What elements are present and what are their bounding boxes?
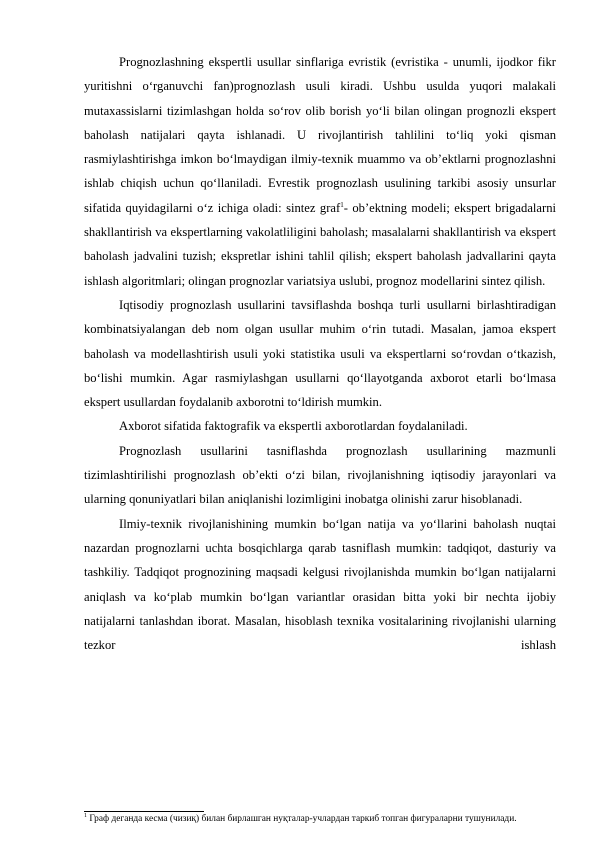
paragraph-information-sources: Axborot sifatida faktografik va ekspertli axborotlardan foydalaniladi. [119, 419, 468, 434]
paragraph-combined-methods: Iqtisodiy prognozlash usullarini tavsiflashda boshqa turli usullarni birlashtiradigan kombinatsiyalangan deb nom olgan usullar muhim o‘rin tutadi. Masalan, jamoa ekspert baholash va modellashtirish usuli yoki statistika usuli va ekspertlarni so‘rovdan o‘tkazish, bo‘lishi mumkin. Agar rasmiylashgan usullarni qo‘llayotganda axborot etarli bo‘lmasa ekspert usullardan foydalanib axborotni to‘ldirish mumkin. [84, 297, 556, 410]
paragraph-text: Prognozlashning ekspertli usullar sinflariga evristik (evristika - unumli, ijodkor fikr yuritishni o‘rganuvchi fan)prognozlash usuli kiradi. Ushbu usulda yuqori malakali mutaxassislarni tizimlashgan holda so‘rov olib borish yo‘li bilan olingan prognozli ekspert baholash natijalari qayta ishlanadi. U rivojlantirish tahlilini to‘liq yoki qisman rasmiylashtirishga imkon bo‘lmaydigan ilmiy-texnik muammo va ob’ektlarni prognozlashni ishlab chiqish uchun qo‘llaniladi. Evrestik prognozlash usulining tarkibi asosiy unsurlar sifatida quyidagilarni o‘z ichiga oladi: sintez graf [84, 55, 556, 215]
footnote-separator [84, 811, 204, 812]
paragraph-scientific-technical: Ilmiy-texnik rivojlanishining mumkin bo‘lgan natija va yo‘llarini baholash nuqtai nazardan prognozlarni uchta bosqichlarga qarab tasniflash mumkin: tadqiqot, dasturiy va tashkiliy. Tadqiqot prognozining maqsadi kelgusi rivojlanishda mumkin bo‘lgan natijalarni aniqlash va ko‘plab mumkin bo‘lgan variantlar orasidan bitta yoki bir nechta ijobiy natijalarni tanlashdan iborat. Masalan, hisoblash texnika vositalarining rivojlanishi ularning tezkor ishlash [84, 516, 556, 653]
footnote-mark: 1 [84, 812, 87, 819]
paragraph-heuristic-forecasting [84, 50, 556, 293]
footnote-reference: 1 [340, 200, 344, 209]
paragraph-classification: Prognozlash usullarini tasniflashda prognozlash usullarining mazmunli tizimlashtirilishi prognozlash ob’ekti o‘zi bilan, rivojlanishning iqtisodiy jarayonlari va ularning qonuniyatlari bilan aniqlanishi lozimligini inobatga olinishi zarur hisoblanadi. [84, 443, 556, 507]
paragraph-text: - ob’ektning modeli; ekspert brigadalarni shakllantirish va ekspertlarning vakolatliligini baholash; masalalarni shakllantirish va ekspert baholash jadvalini tuzish; ekspretlar ishini tahlil qilish; ekspert baholash jadvallarini qayta ishlash algoritmlari; olingan prognozlar variatsiya uslubi, prognoz modellarini sintez qilish. [84, 200, 556, 288]
document-body [84, 50, 556, 657]
footnote-text: Граф деганда кесма (чизиқ) билан бирлашган нуқталар-учлардан таркиб топган фигураларни тушунилади. [87, 814, 517, 824]
footnote [84, 813, 556, 825]
